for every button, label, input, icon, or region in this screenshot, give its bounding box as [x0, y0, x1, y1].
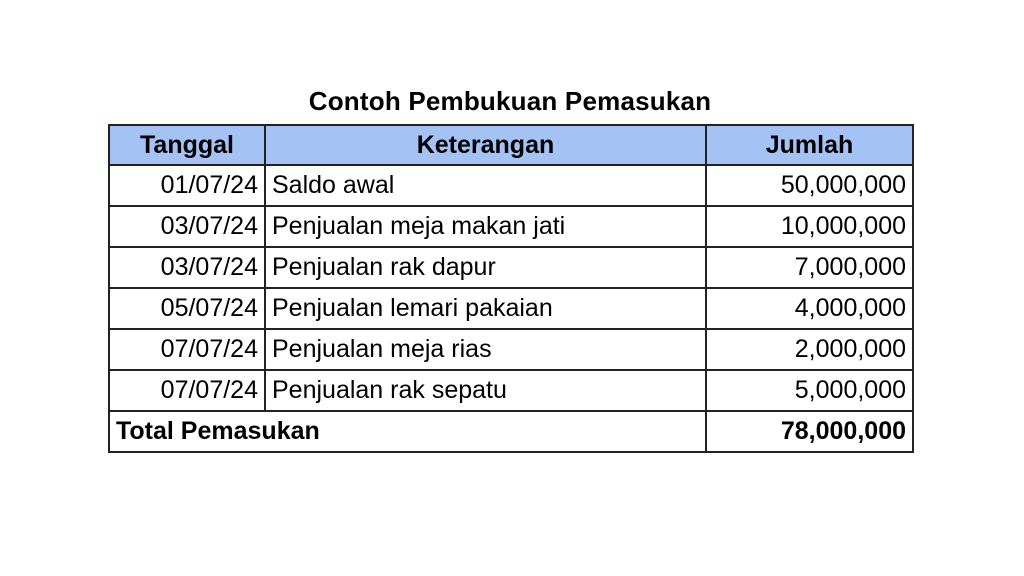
- cell-date: 07/07/24: [109, 370, 265, 411]
- table-row: [109, 329, 913, 370]
- cell-amount: 2,000,000: [706, 329, 913, 370]
- cell-description: Penjualan rak sepatu: [265, 370, 706, 411]
- cell-date: 03/07/24: [109, 206, 265, 247]
- table-title: Contoh Pembukuan Pemasukan: [308, 86, 712, 116]
- header-row: [109, 125, 913, 165]
- table-row: [109, 206, 913, 247]
- cell-amount: 50,000,000: [706, 165, 913, 206]
- cell-description: Penjualan rak dapur: [265, 247, 706, 288]
- cell-date: 05/07/24: [109, 288, 265, 329]
- cell-description: Penjualan meja makan jati: [265, 206, 706, 247]
- cell-amount: 10,000,000: [706, 206, 913, 247]
- cell-amount: 4,000,000: [706, 288, 913, 329]
- cell-amount: 5,000,000: [706, 370, 913, 411]
- cell-description: Saldo awal: [265, 165, 706, 206]
- cell-date: 07/07/24: [109, 329, 265, 370]
- cell-date: 01/07/24: [109, 165, 265, 206]
- table-row: [109, 247, 913, 288]
- total-label: Total Pemasukan: [109, 411, 706, 452]
- cell-amount: 7,000,000: [706, 247, 913, 288]
- total-row: [109, 411, 913, 452]
- income-ledger-table: [108, 124, 914, 453]
- cell-description: Penjualan meja rias: [265, 329, 706, 370]
- table-row: [109, 165, 913, 206]
- table-row: [109, 370, 913, 411]
- cell-description: Penjualan lemari pakaian: [265, 288, 706, 329]
- total-amount: 78,000,000: [706, 411, 913, 452]
- header-date: Tanggal: [109, 125, 265, 165]
- table-row: [109, 288, 913, 329]
- cell-date: 03/07/24: [109, 247, 265, 288]
- header-description: Keterangan: [265, 125, 706, 165]
- header-amount: Jumlah: [706, 125, 913, 165]
